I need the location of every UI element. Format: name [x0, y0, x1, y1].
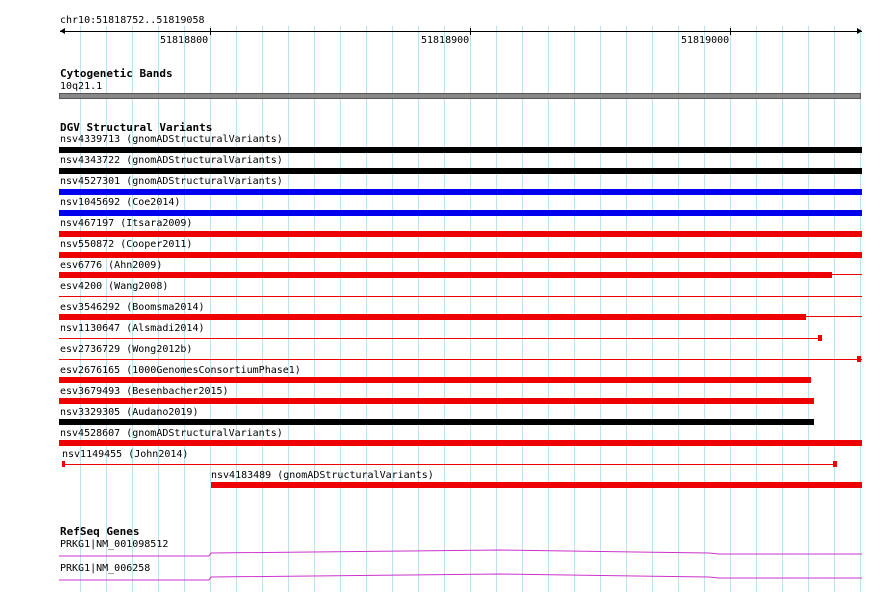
- variant-label: esv2736729 (Wong2012b): [60, 344, 193, 355]
- variant-bar[interactable]: [59, 314, 806, 320]
- cytoband-bar[interactable]: [59, 93, 861, 99]
- variant-line[interactable]: [59, 359, 862, 360]
- variant-label: nsv3329305 (Audano2019): [60, 407, 199, 418]
- gene-model[interactable]: [59, 548, 862, 558]
- variant-bar[interactable]: [59, 189, 862, 195]
- variant-bar[interactable]: [59, 252, 862, 258]
- variant-line[interactable]: [59, 338, 821, 339]
- arrow-right-icon: [857, 28, 862, 34]
- gene-model[interactable]: [59, 572, 862, 582]
- variant-bar[interactable]: [59, 377, 811, 383]
- ruler-coords: chr10:51818752..51819058: [60, 15, 205, 26]
- ruler-tick: [730, 28, 731, 35]
- variant-label: nsv1130647 (Alsmadi2014): [60, 323, 205, 334]
- grid-line: [392, 26, 393, 592]
- variant-label: esv2676165 (1000GenomesConsortiumPhase1): [60, 365, 301, 376]
- variant-bar[interactable]: [59, 231, 862, 237]
- variant-label: nsv4339713 (gnomADStructuralVariants): [60, 134, 283, 145]
- variant-label: nsv467197 (Itsara2009): [60, 218, 193, 229]
- grid-line: [340, 26, 341, 592]
- grid-line: [730, 26, 731, 592]
- grid-line: [210, 26, 211, 592]
- variant-bar[interactable]: [59, 168, 862, 174]
- grid-line: [366, 26, 367, 592]
- variant-line[interactable]: [59, 296, 862, 297]
- variant-label: esv6776 (Ahn2009): [60, 260, 163, 271]
- ruler-axis: [60, 31, 862, 32]
- variant-end-cap: [62, 461, 65, 467]
- variant-bar[interactable]: [59, 147, 862, 153]
- grid-line: [860, 26, 861, 592]
- grid-line: [600, 26, 601, 592]
- variant-line[interactable]: [63, 464, 837, 465]
- gene-label: PRKG1|NM_006258: [60, 563, 151, 574]
- variant-end-cap: [857, 356, 861, 362]
- cytoband-track-title: Cytogenetic Bands: [60, 67, 173, 80]
- variant-extension-line: [806, 316, 862, 317]
- grid-line: [444, 26, 445, 592]
- variant-label: nsv1045692 (Coe2014): [60, 197, 181, 208]
- grid-line: [236, 26, 237, 592]
- variant-label: esv4200 (Wang2008): [60, 281, 169, 292]
- ruler-tick-label: 51819000: [681, 35, 730, 46]
- grid-line: [834, 26, 835, 592]
- variant-bar[interactable]: [59, 398, 814, 404]
- variant-end-cap: [818, 335, 822, 341]
- variant-label: nsv550872 (Cooper2011): [60, 239, 193, 250]
- variant-label: nsv4183489 (gnomADStructuralVariants): [211, 470, 434, 481]
- variant-bar[interactable]: [211, 482, 862, 488]
- grid-line: [704, 26, 705, 592]
- grid-line: [574, 26, 575, 592]
- variant-bar[interactable]: [59, 272, 832, 278]
- refseq-track-title: RefSeq Genes: [60, 525, 140, 538]
- variant-label: nsv4343722 (gnomADStructuralVariants): [60, 155, 283, 166]
- grid-line: [496, 26, 497, 592]
- variant-label: nsv4527301 (gnomADStructuralVariants): [60, 176, 283, 187]
- ruler-tick-label: 51818800: [160, 35, 209, 46]
- ruler-tick-label: 51818900: [421, 35, 470, 46]
- grid-line: [548, 26, 549, 592]
- variant-label: esv3546292 (Boomsma2014): [60, 302, 205, 313]
- grid-line: [808, 26, 809, 592]
- grid-line: [782, 26, 783, 592]
- grid-line: [626, 26, 627, 592]
- variant-label: nsv1149455 (John2014): [62, 449, 189, 460]
- grid-line: [652, 26, 653, 592]
- grid-line: [314, 26, 315, 592]
- variant-label: esv3679493 (Besenbacher2015): [60, 386, 229, 397]
- variant-label: nsv4528607 (gnomADStructuralVariants): [60, 428, 283, 439]
- grid-line: [678, 26, 679, 592]
- grid-line: [262, 26, 263, 592]
- ruler-tick: [210, 28, 211, 35]
- grid-line: [288, 26, 289, 592]
- grid-line: [418, 26, 419, 592]
- grid-line: [756, 26, 757, 592]
- variant-extension-line: [832, 274, 862, 275]
- gene-label: PRKG1|NM_001098512: [60, 539, 169, 550]
- variant-bar[interactable]: [59, 210, 862, 216]
- cytoband-label: 10q21.1: [60, 81, 103, 92]
- variant-bar[interactable]: [59, 419, 814, 425]
- ruler-tick: [470, 28, 471, 35]
- variant-bar[interactable]: [59, 440, 862, 446]
- arrow-left-icon: [60, 28, 65, 34]
- grid-line: [522, 26, 523, 592]
- dgv-track-title: DGV Structural Variants: [60, 121, 213, 134]
- grid-line: [470, 26, 471, 592]
- variant-end-cap: [833, 461, 837, 467]
